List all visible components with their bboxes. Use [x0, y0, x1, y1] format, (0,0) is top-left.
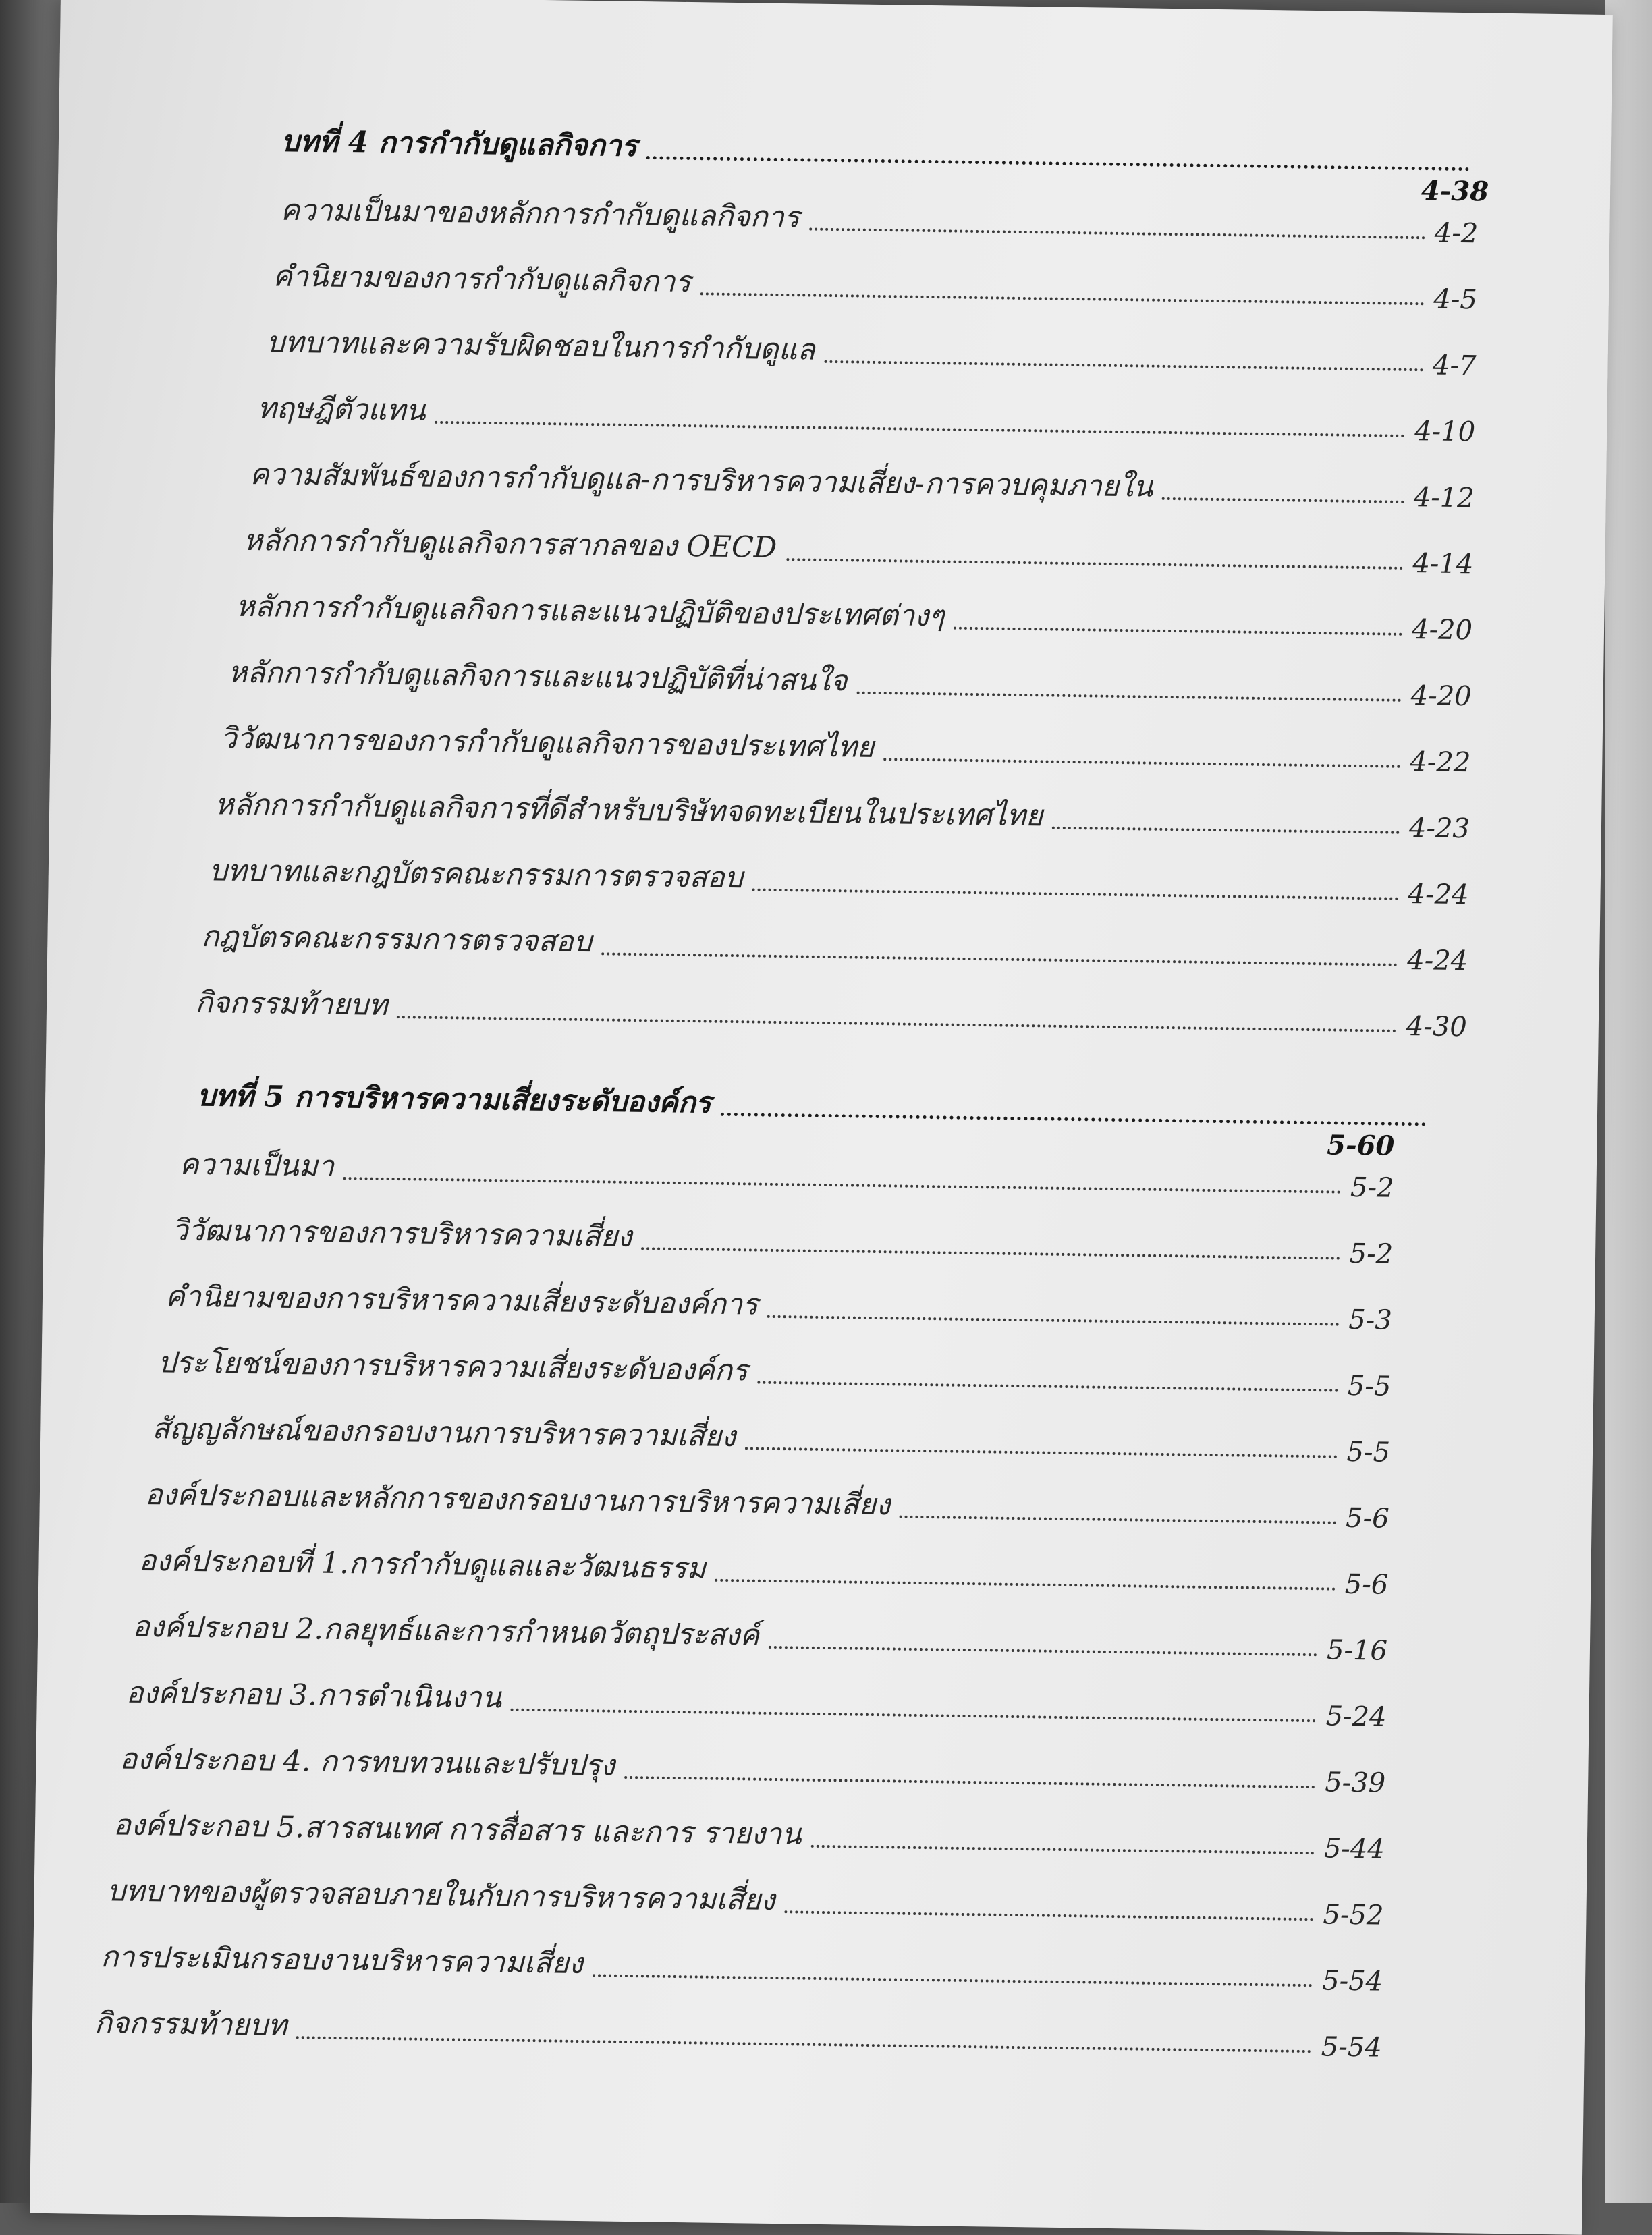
toc-section: [32, 1050, 1598, 2066]
toc-entry-title: องค์ประกอบและหลักการของกรอบงานการบริหารความเสี่ยง: [144, 1477, 891, 1522]
toc-entry-page-number: 5-54: [1321, 2031, 1383, 2064]
toc-entry-page-number: 4-7: [1432, 350, 1477, 382]
toc-entry-page-number: 4-5: [1433, 283, 1478, 316]
dot-leader: [784, 1910, 1313, 1921]
toc-entry-page-number: 5-5: [1347, 1370, 1392, 1402]
dot-leader: [601, 952, 1398, 966]
toc-entry-page-number: 4-23: [1408, 812, 1470, 845]
toc-entry-page-number: 4-2: [1434, 217, 1479, 250]
toc-entry-title: หลักการกำกับดูแลกิจการที่ดีสำหรับบริษัทจดทะเบียนในประเทศไทย: [214, 788, 1043, 833]
dot-leader: [593, 1974, 1313, 1987]
dot-leader: [624, 1776, 1315, 1788]
toc-entry-page-number: 4-12: [1413, 482, 1475, 514]
toc-entry-title: องค์ประกอบที่ 1.การกำกับดูแลและวัฒนธรรม: [138, 1543, 707, 1586]
toc-entry-page-number: 4-20: [1411, 614, 1473, 646]
dot-leader: [511, 1709, 1317, 1723]
dot-leader: [1052, 827, 1400, 834]
toc-entry-title: ความสัมพันธ์ของการกำกับดูแล-การบริหารความเสี่ยง-การควบคุมภายใน: [249, 457, 1153, 504]
dot-leader: [883, 758, 1400, 768]
toc-entry-title: คำนิยามของการกำกับดูแลกิจการ: [272, 259, 691, 300]
toc-entry-page-number: 4-30: [1406, 1010, 1468, 1043]
chapter-title: บทที่ 5 การบริหารความเสี่ยงระดับองค์กร: [196, 1078, 712, 1120]
dot-leader: [810, 1845, 1314, 1854]
toc-entry-title: ทฤษฎีตัวแทน: [257, 391, 426, 428]
toc-entry-title: กฎบัตรคณะกรรมการตรวจสอบ: [201, 920, 593, 960]
dot-leader: [809, 228, 1425, 240]
dot-leader: [954, 627, 1402, 636]
chapter-title: บทที่ 4 การกำกับดูแลกิจการ: [281, 124, 638, 163]
toc-entry-title: ความเป็นมาของหลักการกำกับดูแลกิจการ: [280, 193, 800, 235]
toc-entry-title: สัญญลักษณ์ของกรอบงานการบริหารความเสี่ยง: [151, 1412, 736, 1454]
toc-section: [47, 94, 1612, 1045]
toc-entry-title: กิจกรรมท้ายบท: [194, 985, 388, 1022]
toc-entry-title: การประเมินกรอบงานบริหารความเสี่ยง: [101, 1940, 584, 1981]
toc-entry-title: บทบาทและกฎบัตรคณะกรรมการตรวจสอบ: [209, 854, 744, 895]
toc-entry-title: องค์ประกอบ 4. การทบทวนและปรับปรุง: [119, 1742, 615, 1783]
toc-entry-page-number: 4-20: [1410, 680, 1472, 713]
dot-leader: [752, 888, 1399, 900]
toc-entry-title: บทบาทของผู้ตรวจสอบภายในกับการบริหารความเสี่ยง: [107, 1874, 775, 1918]
dot-leader: [646, 156, 1470, 171]
toc-entry-title: หลักการกำกับดูแลกิจการและแนวปฏิบัติของประเทศต่างๆ: [235, 589, 945, 634]
chapter-page-number: 4-38: [1421, 175, 1489, 208]
toc-entry-page-number: 4-22: [1410, 746, 1471, 779]
toc-entry-title: หลักการกำกับดูแลกิจการและแนวปฏิบัติที่น่าสนใจ: [227, 655, 848, 698]
dot-leader: [296, 2036, 1312, 2053]
toc-entry-page-number: 5-16: [1326, 1634, 1388, 1667]
toc-entry-page-number: 5-3: [1348, 1304, 1393, 1336]
adjacent-page-edge: [1605, 0, 1652, 2203]
dot-leader: [786, 558, 1403, 570]
toc-entry-page-number: 5-6: [1344, 1568, 1389, 1601]
dot-leader: [397, 1016, 1397, 1032]
toc-entry-title: ประโยชน์ของการบริหารความเสี่ยงระดับองค์กร: [157, 1346, 748, 1388]
toc-entry-page-number: 5-2: [1349, 1238, 1394, 1270]
toc-entry-title: คำนิยามของการบริหารความเสี่ยงระดับองค์การ: [165, 1279, 759, 1322]
toc-entry-page-number: 5-2: [1350, 1171, 1394, 1204]
toc-entry-page-number: 5-44: [1323, 1833, 1385, 1865]
toc-entry-page-number: 5-52: [1323, 1899, 1384, 1931]
toc-entry-page-number: 5-39: [1324, 1767, 1386, 1799]
toc-entry-title: องค์ประกอบ 3.การดำเนินงาน: [126, 1676, 502, 1715]
toc-entry-title: บทบาทและความรับผิดชอบในการกำกับดูแล: [266, 325, 816, 367]
toc-entry-title: องค์ประกอบ 2.กลยุทธ์และการกำหนดวัตถุประสงค์: [132, 1609, 760, 1653]
dot-leader: [900, 1516, 1336, 1524]
table-of-contents: [32, 94, 1612, 2093]
dot-leader: [1162, 497, 1404, 503]
toc-entry-title: กิจกรรมท้ายบท: [94, 2006, 287, 2043]
toc-entry-page-number: 4-10: [1414, 416, 1476, 448]
toc-entry-title: ความเป็นมา: [179, 1147, 335, 1184]
toc-entry-page-number: 5-54: [1321, 1965, 1383, 1997]
dot-leader: [721, 1113, 1426, 1126]
toc-entry-title: วิวัฒนาการของการกำกับดูแลกิจการของประเทศไทย: [220, 721, 875, 765]
toc-entry-title: องค์ประกอบ 5.สารสนเทศ การสื่อสาร และการ รายงาน: [113, 1808, 802, 1852]
dot-leader: [769, 1646, 1317, 1656]
toc-entry-page-number: 4-24: [1406, 945, 1468, 977]
toc-entry-page-number: 5-6: [1345, 1502, 1389, 1535]
dot-leader: [715, 1579, 1336, 1591]
book-page: [30, 0, 1613, 2235]
dot-leader: [745, 1447, 1338, 1458]
dot-leader: [641, 1247, 1340, 1259]
dot-leader: [757, 1381, 1338, 1392]
dot-leader: [767, 1315, 1339, 1326]
toc-entry-title: วิวัฒนาการของการบริหารความเสี่ยง: [171, 1213, 632, 1254]
dot-leader: [700, 292, 1424, 305]
toc-entry-title: หลักการกำกับดูแลกิจการสากลของ OECD: [243, 523, 777, 565]
toc-entry-page-number: 4-14: [1412, 548, 1474, 580]
toc-entry-page-number: 5-5: [1346, 1436, 1391, 1468]
dot-leader: [856, 692, 1402, 702]
toc-entry-page-number: 4-24: [1408, 879, 1469, 911]
dot-leader: [824, 360, 1423, 371]
toc-entry-page-number: 5-24: [1325, 1701, 1387, 1733]
chapter-page-number: 5-60: [1326, 1129, 1395, 1162]
